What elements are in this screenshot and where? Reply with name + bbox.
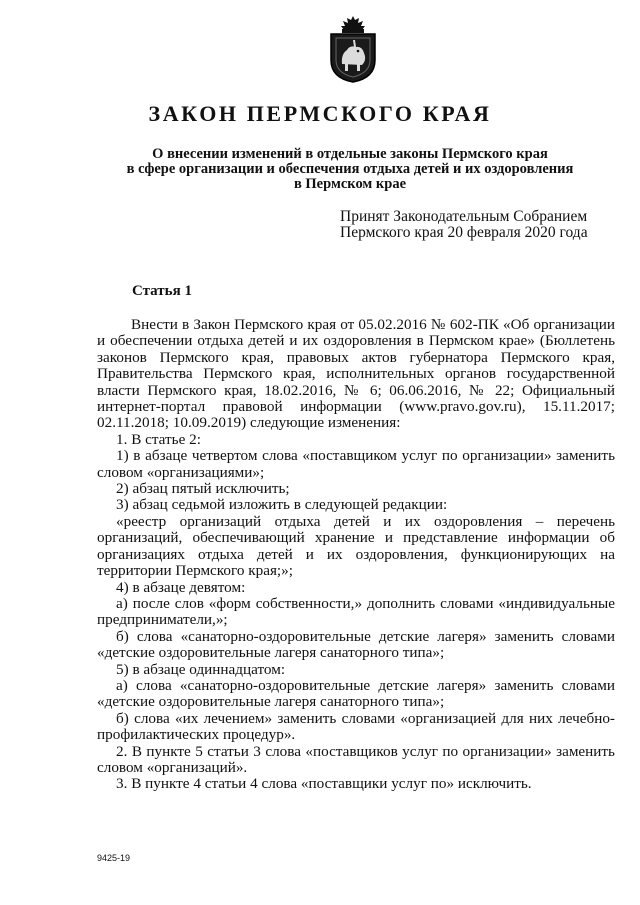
article-item: 5) в абзаце одиннадцатом: — [116, 660, 286, 678]
article-item: 2) абзац пятый исключить; — [116, 480, 290, 498]
law-title: ЗАКОН ПЕРМСКОГО КРАЯ — [148, 101, 492, 126]
article-item: а) слова «санаторно-оздоровительные детские лагеря» заменить словами «детские оздоровительные лагеря санаторного типа»; — [97, 676, 615, 711]
subtitle-line: в сфере организации и обеспечения отдыха детей и их оздоровления — [126, 161, 574, 177]
article-intro-paragraph: Внести в Закон Пермского края от 05.02.2016 № 602-ПК «Об организации и обеспечении отдыха детей и их оздоровления в Пермском крае» (Бюллетень законов Пермского края, правовых актов губернатора Пермского края, Правительства Пермского края, исполнительных органов государственной власти Пермского края, 18.02.2016, № 6; 06.06.2016, № 22; Официальный интернет-портал правовой информации (www.pravo.gov.ru), 15.11.2017; 02.11.2018; 10.09.2019) следующие изменения: — [97, 316, 615, 432]
article-body — [97, 317, 615, 793]
article-item: 3) абзац седьмой изложить в следующей редакции: — [116, 496, 448, 514]
adoption-note — [340, 209, 588, 241]
law-subtitle — [60, 147, 640, 192]
subtitle-line: в Пермском крае — [293, 176, 407, 192]
article-item: 3. В пункте 4 статьи 4 слова «поставщики услуг по» исключить. — [116, 775, 532, 793]
article-item: б) слова «их лечением» заменить словами «организацией для них лечебно-профилактических процедур». — [97, 709, 615, 744]
article-item: 1. В статье 2: — [116, 430, 201, 448]
article-item: а) после слов «форм собственности,» дополнить словами «индивидуальные предприниматели,»; — [97, 594, 615, 629]
adoption-line: Пермского края 20 февраля 2020 года — [340, 224, 588, 241]
article-heading: Статья 1 — [132, 283, 192, 299]
subtitle-line: О внесении изменений в отдельные законы Пермского края — [152, 146, 548, 162]
article-item: 2. В пункте 5 статьи 3 слова «поставщиков услуг по организации» заменить словом «организаций». — [97, 742, 615, 776]
article-item: б) слова «санаторно-оздоровительные детские лагеря» заменить словами «детские оздоровительные лагеря санаторного типа»; — [97, 627, 615, 662]
article-item: 4) в абзаце девятом: — [116, 578, 246, 596]
article-item: «реестр организаций отдыха детей и их оздоровления – перечень организаций, обеспечивающий хранение и представление информации об организациях отдыха детей и их оздоровления, функционирующих на территории Пермского края;»; — [97, 512, 615, 580]
article-item: 1) в абзаце четвертом слова «поставщиком услуг по организации» заменить словом «организациями»; — [97, 447, 615, 481]
adoption-line: Принят Законодательным Собранием — [340, 208, 588, 225]
perm-krai-coat-of-arms-icon — [327, 14, 379, 84]
document-number: 9425-19 — [97, 853, 131, 863]
